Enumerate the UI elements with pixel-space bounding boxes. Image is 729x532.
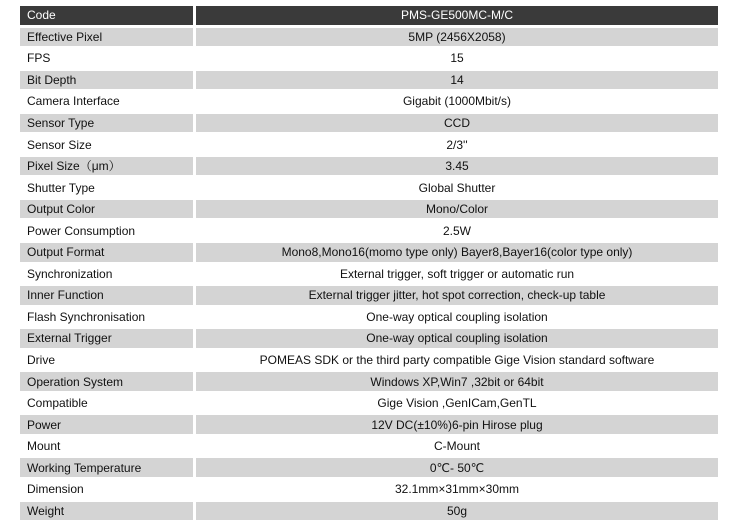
table-row bbox=[20, 351, 718, 373]
table-row bbox=[20, 28, 718, 50]
row-value: 12V DC(±10%)6-pin Hirose plug bbox=[196, 415, 718, 437]
row-value: 0℃- 50℃ bbox=[196, 458, 718, 480]
row-label: External Trigger bbox=[20, 329, 196, 351]
row-label: Sensor Size bbox=[20, 135, 196, 157]
row-label: Synchronization bbox=[20, 265, 196, 287]
header-value: PMS-GE500MC-M/C bbox=[196, 6, 718, 28]
table-row bbox=[20, 372, 718, 394]
row-label: Flash Synchronisation bbox=[20, 308, 196, 330]
header-label: Code bbox=[20, 6, 196, 28]
table-row bbox=[20, 415, 718, 437]
row-label: Working Temperature bbox=[20, 458, 196, 480]
row-label: FPS bbox=[20, 49, 196, 71]
table-row bbox=[20, 178, 718, 200]
table-row bbox=[20, 200, 718, 222]
row-label: Operation System bbox=[20, 372, 196, 394]
row-value: Mono/Color bbox=[196, 200, 718, 222]
table-row bbox=[20, 265, 718, 287]
table-row bbox=[20, 329, 718, 351]
table-row bbox=[20, 480, 718, 502]
table-row bbox=[20, 135, 718, 157]
row-value: 14 bbox=[196, 71, 718, 93]
row-value: C-Mount bbox=[196, 437, 718, 459]
row-value: 5MP (2456X2058) bbox=[196, 28, 718, 50]
row-label: Power bbox=[20, 415, 196, 437]
row-label: Shutter Type bbox=[20, 178, 196, 200]
row-label: Output Color bbox=[20, 200, 196, 222]
row-value: 15 bbox=[196, 49, 718, 71]
row-label: Mount bbox=[20, 437, 196, 459]
row-value: 3.45 bbox=[196, 157, 718, 179]
row-label: Camera Interface bbox=[20, 92, 196, 114]
table-row bbox=[20, 308, 718, 330]
table-row bbox=[20, 458, 718, 480]
row-value: Mono8,Mono16(momo type only) Bayer8,Bayer16(color type only) bbox=[196, 243, 718, 265]
row-label: Drive bbox=[20, 351, 196, 373]
row-value: Windows XP,Win7 ,32bit or 64bit bbox=[196, 372, 718, 394]
row-value: 2/3'' bbox=[196, 135, 718, 157]
spec-table bbox=[20, 6, 718, 523]
table-row bbox=[20, 157, 718, 179]
row-label: Dimension bbox=[20, 480, 196, 502]
row-label: Sensor Type bbox=[20, 114, 196, 136]
row-value: Gige Vision ,GenICam,GenTL bbox=[196, 394, 718, 416]
table-header-row bbox=[20, 6, 718, 28]
row-label: Output Format bbox=[20, 243, 196, 265]
row-label: Pixel Size（μm） bbox=[20, 157, 196, 179]
row-value: One-way optical coupling isolation bbox=[196, 308, 718, 330]
table-row bbox=[20, 92, 718, 114]
row-label: Effective Pixel bbox=[20, 28, 196, 50]
table-row bbox=[20, 243, 718, 265]
row-label: Inner Function bbox=[20, 286, 196, 308]
row-value: POMEAS SDK or the third party compatible Gige Vision standard software bbox=[196, 351, 718, 373]
row-value: 50g bbox=[196, 502, 718, 524]
row-label: Bit Depth bbox=[20, 71, 196, 93]
table-row bbox=[20, 114, 718, 136]
table-row bbox=[20, 502, 718, 524]
row-value: 32.1mm×31mm×30mm bbox=[196, 480, 718, 502]
table-row bbox=[20, 286, 718, 308]
table-row bbox=[20, 221, 718, 243]
row-value: One-way optical coupling isolation bbox=[196, 329, 718, 351]
row-value: 2.5W bbox=[196, 221, 718, 243]
row-value: CCD bbox=[196, 114, 718, 136]
table-row bbox=[20, 71, 718, 93]
row-label: Weight bbox=[20, 502, 196, 524]
row-label: Compatible bbox=[20, 394, 196, 416]
table-row bbox=[20, 437, 718, 459]
row-value: Gigabit (1000Mbit/s) bbox=[196, 92, 718, 114]
table-row bbox=[20, 394, 718, 416]
row-value: External trigger jitter, hot spot correction, check-up table bbox=[196, 286, 718, 308]
table-row bbox=[20, 49, 718, 71]
row-value: External trigger, soft trigger or automatic run bbox=[196, 265, 718, 287]
spec-table-body bbox=[20, 6, 718, 523]
row-label: Power Consumption bbox=[20, 221, 196, 243]
row-value: Global Shutter bbox=[196, 178, 718, 200]
